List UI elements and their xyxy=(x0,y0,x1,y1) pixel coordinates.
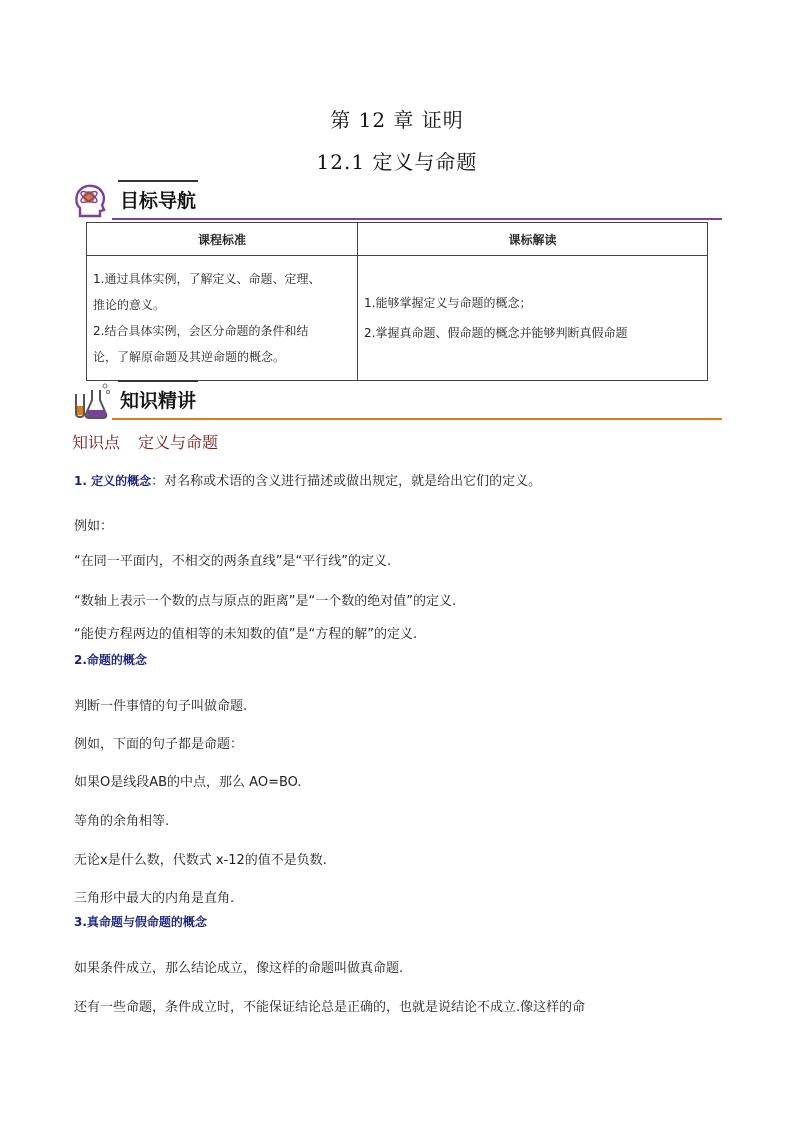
example-line: 如果O是线段AB的中点，那么 AO=BO. xyxy=(74,775,302,790)
knowledge-point-label: 知识点 xyxy=(72,433,121,452)
goals-banner-title: 目标导航 xyxy=(120,190,197,212)
knowledge-banner-title: 知识精讲 xyxy=(120,390,197,412)
banner-rule-top xyxy=(118,180,198,182)
section-title: 12.1 定义与命题 xyxy=(316,150,478,174)
standard-line: 论，了解原命题及其逆命题的概念。 xyxy=(93,350,286,364)
head-brain-icon xyxy=(72,182,112,220)
paragraph-line: 还有一些命题，条件成立时，不能保证结论总是正确的，也就是说结论不成立.像这样的命 xyxy=(74,1000,586,1015)
example-line: 三角形中最大的内角是直角. xyxy=(74,891,235,906)
standard-line: 推论的意义。 xyxy=(93,298,166,312)
example-line: 等角的余角相等. xyxy=(74,814,170,829)
knowledge-point-name: 定义与命题 xyxy=(138,433,219,452)
example-line: 无论x是什么数，代数式 x-12的值不是负数. xyxy=(74,853,327,868)
chapter-title: 第 12 章 证明 xyxy=(330,108,464,132)
lab-flask-icon xyxy=(72,382,112,420)
table-row xyxy=(87,256,708,381)
example-label: 例如： xyxy=(74,519,114,534)
knowledge-point-title xyxy=(72,430,218,453)
standard-interpretation-cell xyxy=(358,256,708,381)
section-heading: 2.命题的概念 xyxy=(74,653,147,667)
goals-banner xyxy=(72,180,722,220)
section-heading: 3.真命题与假命题的概念 xyxy=(74,915,207,929)
interpretation-line: 2.掌握真命题、假命题的概念并能够判断真假命题 xyxy=(364,326,628,340)
interpretation-line: 1.能够掌握定义与命题的概念； xyxy=(364,296,532,310)
example-line: “在同一平面内，不相交的两条直线”是“平行线”的定义. xyxy=(74,554,392,569)
example-label: 例如，下面的句子都是命题： xyxy=(74,737,244,752)
standard-line: 2.结合具体实例，会区分命题的条件和结 xyxy=(93,324,309,338)
standards-table xyxy=(86,222,708,381)
banner-rule-top xyxy=(118,380,198,382)
definition-text: ：对名称或术语的含义进行描述或做出规定，就是给出它们的定义。 xyxy=(151,474,542,489)
curriculum-standard-cell xyxy=(87,256,358,381)
knowledge-banner-rule xyxy=(112,418,722,420)
section-heading: 1. 定义的概念 xyxy=(74,474,152,488)
example-line: “数轴上表示一个数的点与原点的距离”是“一个数的绝对值”的定义. xyxy=(74,594,457,609)
table-header-cell: 课标解读 xyxy=(358,223,708,256)
definition-concept-paragraph xyxy=(74,470,541,489)
knowledge-banner xyxy=(72,380,722,420)
example-line: “能使方程两边的值相等的未知数的值”是“方程的解”的定义. xyxy=(74,627,418,642)
proposition-definition: 判断一件事情的句子叫做命题. xyxy=(74,699,248,714)
goals-banner-rule xyxy=(112,218,722,220)
paragraph-line: 如果条件成立，那么结论成立，像这样的命题叫做真命题. xyxy=(74,961,404,976)
table-header-row xyxy=(87,223,708,256)
standard-line: 1.通过具体实例，了解定义、命题、定理、 xyxy=(93,272,321,286)
table-header-cell: 课程标准 xyxy=(87,223,358,256)
